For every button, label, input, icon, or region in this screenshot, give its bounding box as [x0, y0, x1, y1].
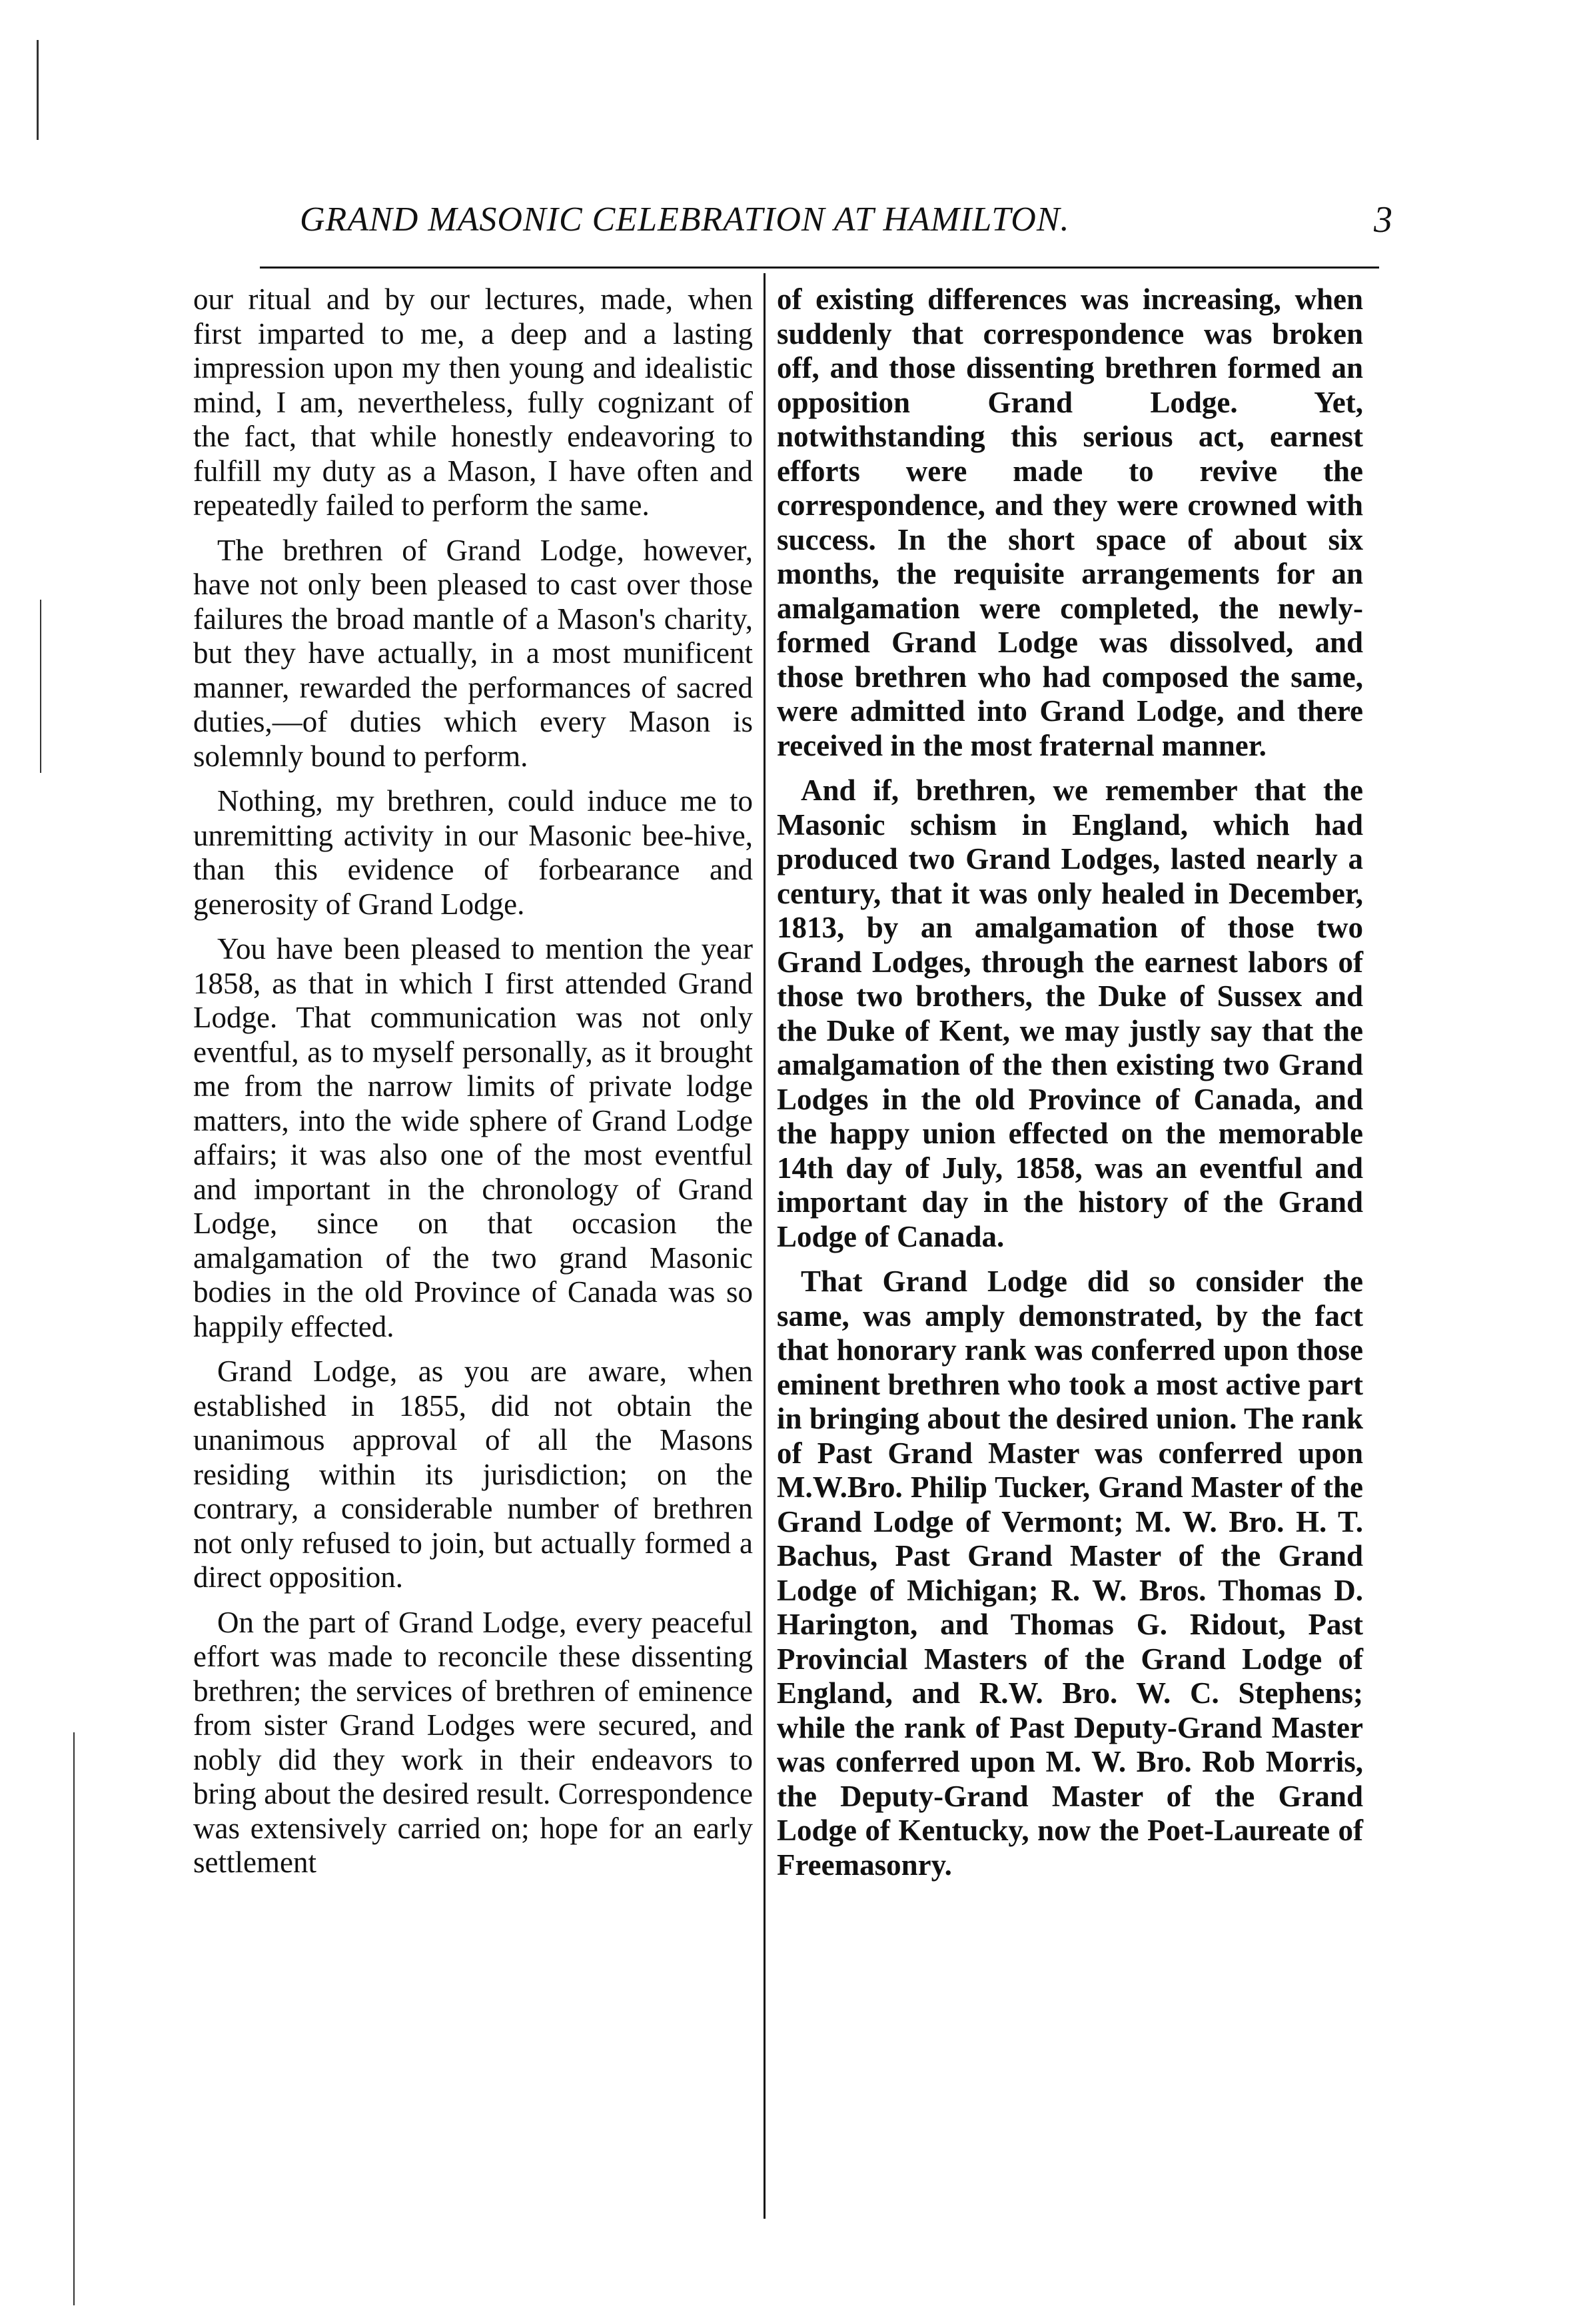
paragraph: And if, brethren, we remember that the Masonic schism in England, which had produced two Grand Lodges, lasted nearly a century, that it was only healed in December, 1813, by an amalgamation of those two Grand Lodges, through the earnest labors of those two brothers, the Duke of Sussex and the Duke of Kent, we may justly say that the amalgamation of the then existing two Grand Lodges in the old Province of Canada, and the happy union effected on the memorable 14th day of July, 1858, was an eventful and important day in the history of the Grand Lodge of Canada.	[777, 774, 1363, 1253]
paragraph: our ritual and by our lectures, made, when first imparted to me, a deep and a lasting impression upon my then young and idealistic mind, I am, nevertheless, fully cognizant of the fact, that while honestly endeavoring to fulfill my duty as a Mason, I have often and repeatedly failed to perform the same.	[193, 283, 753, 522]
paragraph: You have been pleased to mention the year 1858, as that in which I first attended Grand Lodge. That communication was not only eventful, as to myself personally, as it brought me from the narrow limits of private lodge matters, into the wide sphere of Grand Lodge affairs; it was also one of the most eventful and important in the chronology of Grand Lodge, since on that occasion the amalgamation of the two grand Masonic bodies in the old Province of Canada was so happily effected.	[193, 932, 753, 1343]
paragraph: That Grand Lodge did so consider the same, was amply demonstrated, by the fact that honorary rank was conferred upon those eminent brethren who took a most active part in bringing about the desired union. The rank of Past Grand Master was conferred upon M.W.Bro. Philip Tucker, Grand Master of the Grand Lodge of Vermont; M. W. Bro. H. T. Bachus, Past Grand Master of the Grand Lodge of Michigan; R. W. Bros. Thomas D. Harington, and Thomas G. Ridout, Past Provincial Masters of the Grand Lodge of England, and R.W. Bro. W. C. Stephens; while the rank of Past Deputy-Grand Master was conferred upon M. W. Bro. Rob Morris, the Deputy-Grand Master of the Grand Lodge of Kentucky, now the Poet-Laureate of Freemasonry.	[777, 1265, 1363, 1882]
margin-mark	[37, 40, 39, 140]
paragraph: On the part of Grand Lodge, every peaceful effort was made to reconcile these dissenting brethren; the services of brethren of eminence from sister Grand Lodges were secured, and nobly did they work in their endeavors to bring about the desired result. Correspondence was extensively carried on; hope for an early settlement	[193, 1605, 753, 1879]
left-column	[193, 283, 753, 1891]
header-rule	[260, 267, 1379, 269]
page-number: 3	[1374, 199, 1392, 241]
paragraph: Grand Lodge, as you are aware, when established in 1855, did not obtain the unanimous approval of all the Masons residing within its jurisdiction; on the contrary, a considerable number of brethren not only refused to join, but actually formed a direct opposition.	[193, 1355, 753, 1594]
running-title: GRAND MASONIC CELEBRATION AT HAMILTON.	[300, 201, 1070, 239]
paragraph: The brethren of Grand Lodge, however, have not only been pleased to cast over those failures the broad mantle of a Mason's charity, but they have actually, in a most munificent manner, rewarded the performances of sacred duties,—of duties which every Mason is solemnly bound to perform.	[193, 533, 753, 773]
right-column	[777, 283, 1363, 1893]
paragraph: of existing differences was increasing, when suddenly that correspondence was broken off, and those dissenting brethren formed an opposition Grand Lodge. Yet, notwithstanding this serious act, earnest efforts were made to revive the correspondence, and they were crowned with success. In the short space of about six months, the requisite arrangements for an amalgamation were completed, the newly-formed Grand Lodge was dissolved, and those brethren who had composed the same, were admitted into Grand Lodge, and there received in the most fraternal manner.	[777, 283, 1363, 762]
margin-mark	[40, 600, 41, 773]
column-divider	[764, 273, 766, 2219]
running-head	[240, 200, 1392, 253]
paragraph: Nothing, my brethren, could induce me to unremitting activity in our Masonic bee-hive, than this evidence of forbearance and generosity of Grand Lodge.	[193, 784, 753, 921]
margin-mark	[73, 1732, 75, 2305]
